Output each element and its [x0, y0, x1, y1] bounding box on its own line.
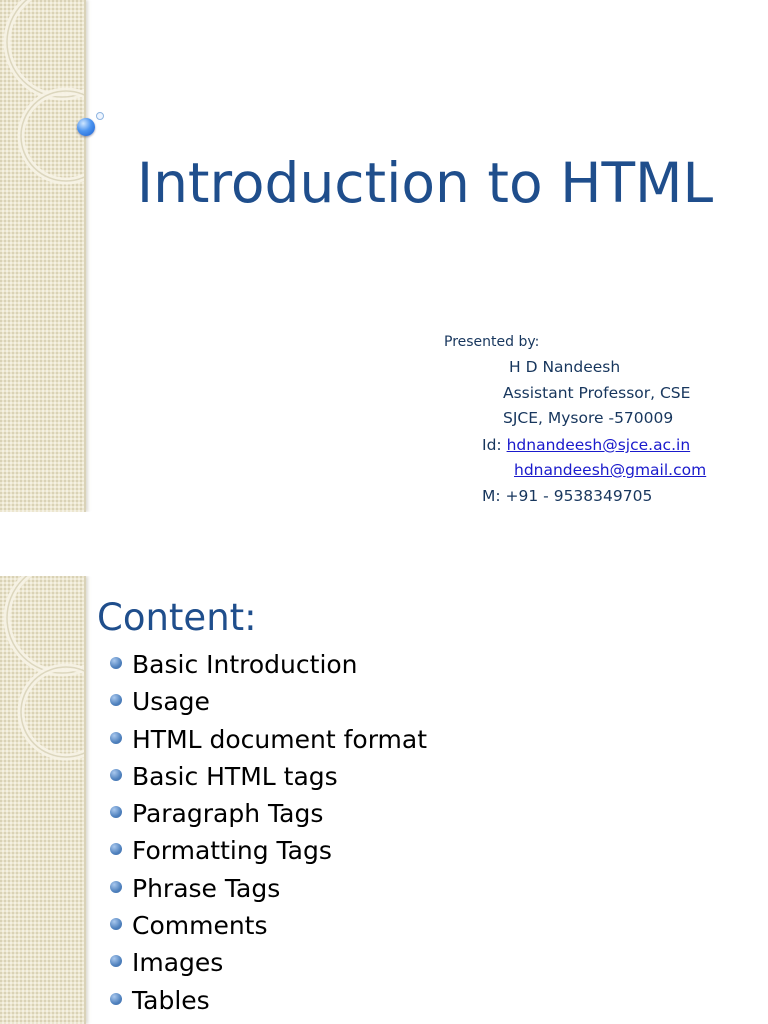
decorative-rings: [0, 576, 84, 1024]
presenter-designation: Assistant Professor, CSE: [503, 384, 691, 402]
presenter-name: H D Nandeesh: [509, 358, 621, 376]
bullet-icon: [110, 694, 122, 706]
bullet-icon: [110, 769, 122, 781]
email-secondary-row: [514, 460, 706, 480]
content-list: [110, 648, 427, 1021]
blue-orb-icon: [77, 118, 95, 136]
list-item: Paragraph Tags: [110, 797, 427, 834]
list-item: Comments: [110, 909, 427, 946]
slide-gap: [0, 512, 768, 576]
bullet-icon: [110, 657, 122, 669]
decorative-rings: [0, 0, 84, 512]
content-heading: Content:: [97, 596, 257, 639]
bullet-icon: [110, 955, 122, 967]
email-primary-link[interactable]: hdnandeesh@sjce.ac.in: [506, 436, 691, 454]
presented-by-label: Presented by:: [444, 334, 540, 350]
list-item: Images: [110, 946, 427, 983]
bullet-icon: [110, 918, 122, 930]
mobile-number: +91 - 9538349705: [505, 487, 653, 505]
bullet-icon: [110, 843, 122, 855]
list-item: Basic HTML tags: [110, 760, 427, 797]
slide-title: Introduction to HTML: [136, 151, 714, 215]
mobile-row: [482, 486, 652, 506]
small-orb-icon: [96, 112, 104, 120]
decorative-sidebar: [0, 0, 86, 512]
list-item: Phrase Tags: [110, 872, 427, 909]
mobile-label: M:: [482, 487, 501, 505]
email-secondary-link[interactable]: hdnandeesh@gmail.com: [514, 461, 707, 479]
presenter-institution: SJCE, Mysore -570009: [503, 409, 674, 427]
list-item: Formatting Tags: [110, 834, 427, 871]
decorative-sidebar: [0, 576, 86, 1024]
email-primary-row: [482, 435, 690, 455]
list-item: Usage: [110, 685, 427, 722]
bullet-icon: [110, 993, 122, 1005]
bullet-icon: [110, 806, 122, 818]
bullet-icon: [110, 732, 122, 744]
list-item: Basic Introduction: [110, 648, 427, 685]
content-slide: [0, 576, 768, 1024]
list-item: Tables: [110, 984, 427, 1021]
id-label: Id:: [482, 436, 502, 454]
bullet-icon: [110, 881, 122, 893]
list-item: HTML document format: [110, 723, 427, 760]
